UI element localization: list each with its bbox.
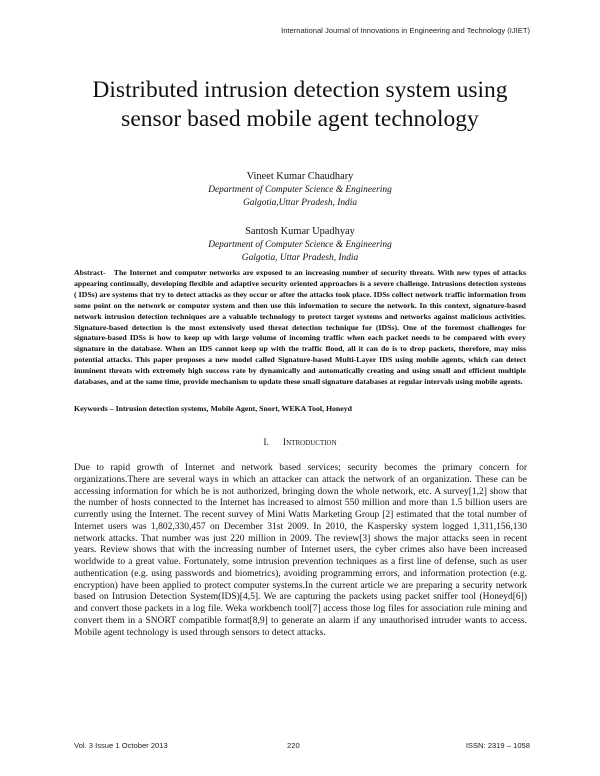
author-name: Vineet Kumar Chaudhary [246, 171, 354, 182]
keywords: Keywords – Intrusion detection systems, Mobile Agent, Snort, WEKA Tool, Honeyd [74, 404, 352, 413]
author-block-2 [100, 225, 500, 264]
author-department: Department of Computer Science & Engineering [208, 240, 392, 250]
abstract-text: The Internet and computer networks are exposed to an increasing number of security threats. With new types of attacks appearing continually, developing flexible and adaptive security oriented approaches is a severe challenge. Intrusions detection systems ( IDSs) are systems that try to detect attacks as they occur or after the attacks took place. IDSs collect network traffic information from some point on the network or computer system and then use this information to secure the network. In this context, signature-based network intrusion detection techniques are a valuable technology to protect target systems and networks against malicious activities. Signature-based detection is the most extensively used threat detection technique for (IDSs). One of the foremost challenges for signature-based IDSs is how to keep up with large volume of incoming traffic when each packet needs to be compared with every signature in the database. When an IDS cannot keep up with the traffic flood, all it can do is to drop packets, therefore, may miss potential attacks. This paper proposes a new model called Signature-based Multi-Layer IDS using mobile agents, which can detect imminent threats with extremely high success rate by dynamically and automatically creating and using small and efficient multiple databases, and at the same time, provide mechanism to update these small signature databases at regular intervals using mobile agents. [74, 268, 526, 387]
footer-volume: Vol. 3 Issue 1 October 2013 [74, 741, 168, 750]
author-block-1 [100, 170, 500, 209]
author-location: Galgotia, Uttar Pradesh, India [241, 252, 359, 263]
footer-page-number: 220 [287, 741, 300, 750]
footer-issn: ISSN: 2319 – 1058 [465, 741, 530, 750]
section-title: Introduction [282, 437, 337, 448]
section-heading [0, 437, 600, 448]
abstract [74, 268, 526, 388]
journal-header: International Journal of Innovations in Engineering and Technology (IJIET) [281, 26, 530, 35]
section-number: I. [263, 437, 269, 448]
abstract-label: Abstract- [74, 268, 106, 277]
introduction-body: Due to rapid growth of Internet and network based services; security becomes the primary concern for organizations.There are several ways in which an attacker can attack the network of an organization. These can be accessing information for which he is not authorized, bringing down the whole network, etc. A survey[1,2] show that the number of hosts connected to the Internet has increased to almost 550 million and more than 1.5 billion users are currently using the Internet. The recent survey of Mini Watts Marketing Group [2] estimated that the total number of Internet users was 1,802,330,457 on December 31st 2009. In 2010, the Kaspersky system logged 1,311,156,130 network attacks. That number was just 220 million in 2009. The review[3] shows the major attacks seen in recent years. Review shows that with the increasing number of Internet users, the cyber crimes also have been increased worldwide to a great value. Fortunately, some intrusion prevention techniques as a first line of defense, such as user authentication (e.g. using passwords and biometrics), avoiding programming errors, and information protection (e.g. encryption) have been applied to protect computer systems.In the current article we are preparing a security network based on Intrusion Detection System(IDS)[4,5]. We are capturing the packets using packet sniffer tool (Honeyd[6]) and convert those packets in a log file. Weka workbench tool[7] access those log files for association rule mining and convert them in a SNORT compatible format[8,9] to generate an alarm if any unauthorised intruder wants to access. Mobile agent technology is used through sensors to detect attacks. [74, 463, 527, 638]
author-location: Galgotia,Uttar Pradesh, India [242, 197, 358, 208]
author-department: Department of Computer Science & Engineering [208, 185, 392, 195]
paper-title: Distributed intrusion detection system using sensor based mobile agent technology [92, 77, 508, 132]
page-footer [74, 741, 530, 753]
author-name: Santosh Kumar Upadhyay [245, 226, 355, 237]
